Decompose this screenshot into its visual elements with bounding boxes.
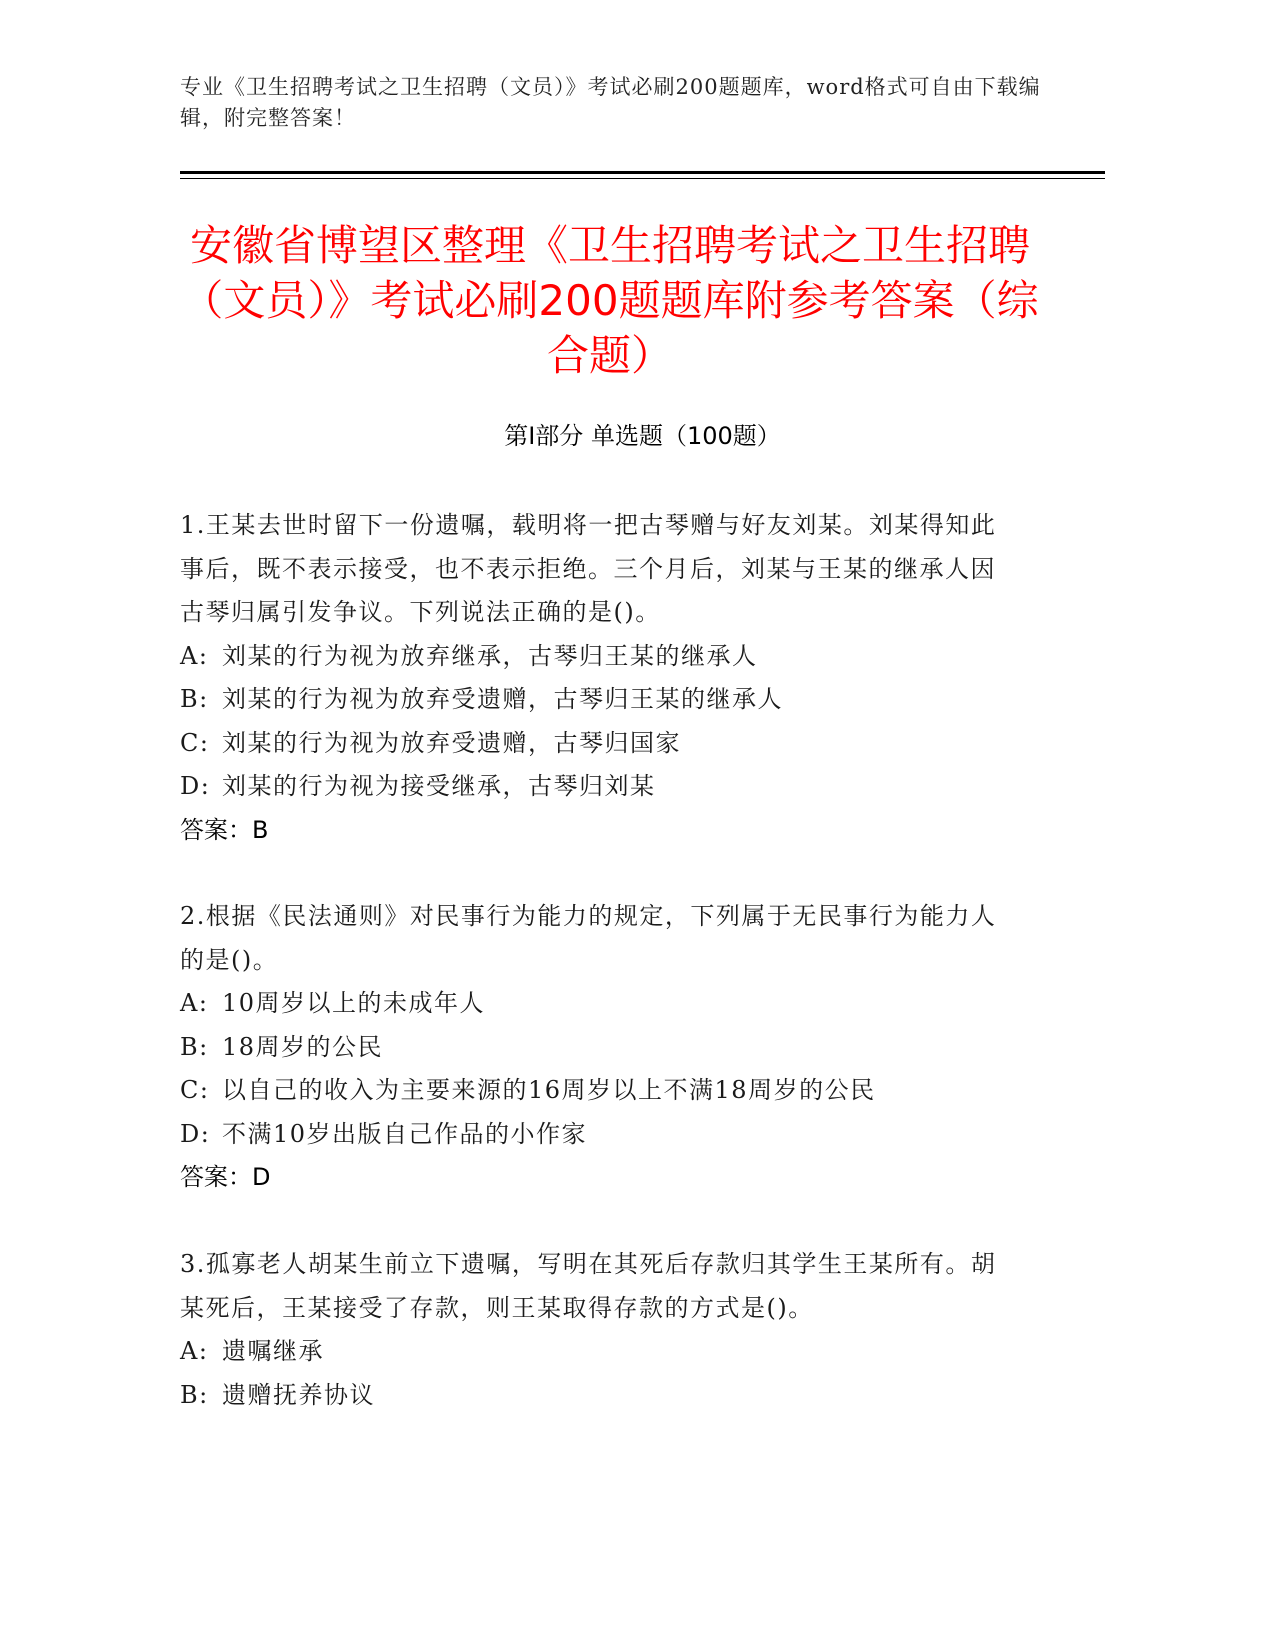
option-letter: A: (180, 641, 209, 670)
answer-line: 答案：B (180, 815, 269, 844)
option-a (180, 1330, 1020, 1374)
header-divider-thick (180, 171, 1105, 174)
option-text: 18周岁的公民 (222, 1032, 384, 1061)
option-letter: B: (180, 1380, 209, 1409)
option-text: 遗嘱继承 (222, 1337, 324, 1365)
option-letter: C: (180, 1076, 210, 1104)
header-divider-thin (180, 178, 1105, 179)
option-letter: D: (180, 772, 211, 800)
option-text: 10周岁以上的未成年人 (222, 989, 486, 1017)
question-stem: 2.根据《民法通则》对民事行为能力的规定，下列属于无民事行为能力人的是()。 (180, 902, 997, 974)
section-heading: 第Ⅰ部分 单选题（100题） (504, 422, 781, 450)
option-letter: A: (180, 1337, 209, 1365)
option-d (180, 1113, 1020, 1157)
option-letter: D: (180, 1119, 211, 1148)
question-stem: 1.王某去世时留下一份遗嘱，载明将一把古琴赠与好友刘某。刘某得知此事后，既不表示接受，也不表示拒绝。三个月后，刘某与王某的继承人因古琴归属引发争议。下列说法正确的是()。 (180, 511, 997, 626)
option-text: 刘某的行为视为接受继承，古琴归刘某 (222, 772, 656, 800)
option-letter: B: (180, 685, 209, 713)
question-3 (180, 1243, 1020, 1417)
option-b (180, 1026, 1020, 1070)
option-a (180, 635, 1020, 679)
option-c (180, 1069, 1020, 1113)
header-note: 专业《卫生招聘考试之卫生招聘（文员）》考试必刷200题题库，word格式可自由下载编辑，附完整答案！ (180, 75, 1041, 130)
option-text: 以自己的收入为主要来源的16周岁以上不满18周岁的公民 (222, 1076, 876, 1104)
question-stem: 3.孤寡老人胡某生前立下遗嘱，写明在其死后存款归其学生王某所有。胡某死后，王某接受了存款，则王某取得存款的方式是()。 (180, 1250, 997, 1322)
option-c (180, 722, 1020, 766)
document-title: 安徽省博望区整理《卫生招聘考试之卫生招聘（文员）》考试必刷200题题库附参考答案（综合题） (181, 221, 1039, 380)
question-1 (180, 504, 1020, 852)
option-text: 遗赠抚养协议 (222, 1380, 375, 1409)
option-text: 刘某的行为视为放弃受遗赠，古琴归国家 (222, 728, 681, 757)
question-2 (180, 895, 1020, 1200)
option-b (180, 1374, 1020, 1418)
option-b (180, 678, 1020, 722)
answer-line: 答案：D (180, 1163, 271, 1191)
option-text: 刘某的行为视为放弃继承，古琴归王某的继承人 (222, 641, 758, 670)
option-text: 刘某的行为视为放弃受遗赠，古琴归王某的继承人 (222, 685, 783, 713)
option-a (180, 982, 1020, 1026)
option-letter: A: (180, 989, 209, 1017)
option-d (180, 765, 1020, 809)
option-letter: B: (180, 1032, 209, 1061)
option-letter: C: (180, 728, 210, 757)
option-text: 不满10岁出版自己作品的小作家 (222, 1119, 588, 1148)
